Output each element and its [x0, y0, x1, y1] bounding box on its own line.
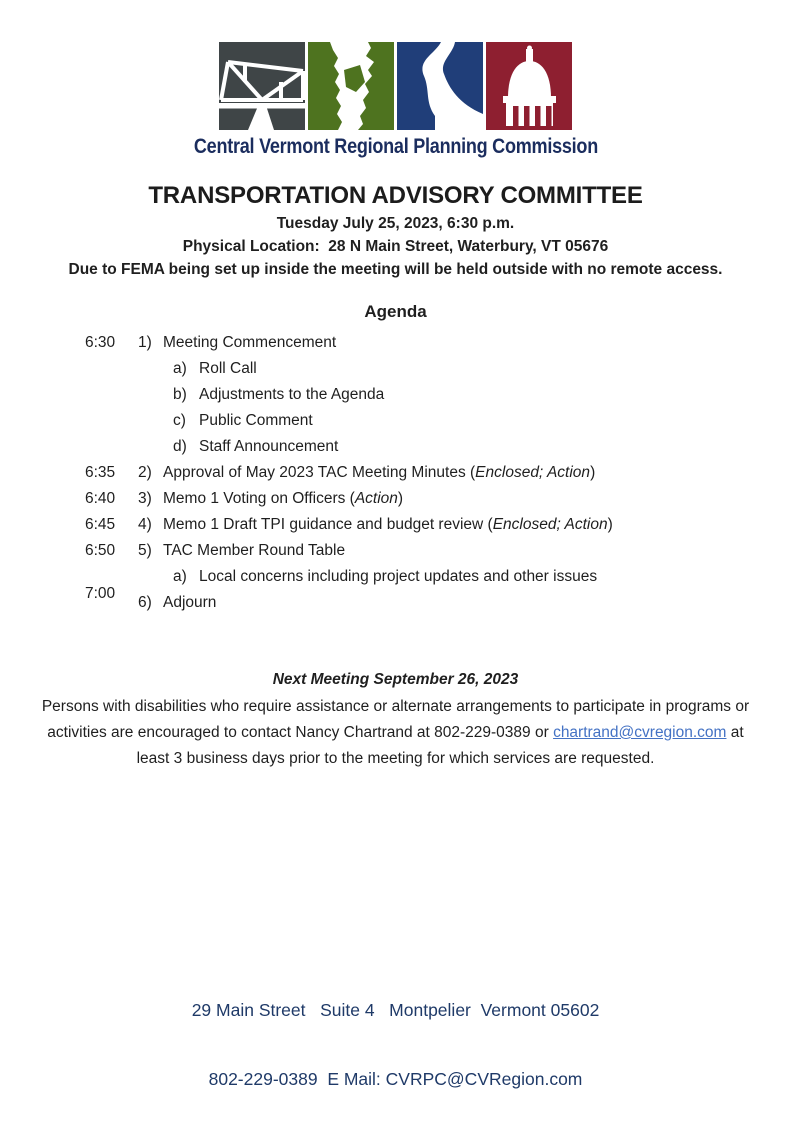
agenda-item	[85, 538, 791, 564]
agenda-item-time: 7:00	[85, 585, 116, 602]
agenda-item-time: 6:45	[85, 516, 116, 533]
agenda-subitem-text: Local concerns including project updates and other issues	[199, 568, 598, 585]
agenda-subitem-letter: d)	[173, 438, 187, 455]
agenda-item-text: TAC Member Round Table	[163, 542, 346, 559]
agenda-item-number: 1)	[138, 334, 152, 351]
accessibility-note: Persons with disabilities who require assistance or alternate arrangements to participate in programs or activities are encouraged to contact Nancy Chartrand at 802-229-0389 or chartrand@cvregion.com at least 3 business days prior to the meeting for which services are requested.	[41, 698, 750, 767]
agenda-item	[85, 330, 791, 356]
agenda-subitem	[173, 434, 791, 460]
email-link[interactable]: chartrand@cvregion.com	[553, 724, 727, 741]
agenda-list	[85, 330, 791, 616]
agenda-item-number: 2)	[138, 464, 152, 481]
agenda-item-text: Meeting Commencement	[163, 334, 337, 351]
agenda-item-number: 4)	[138, 516, 152, 533]
agenda-subitem-letter: a)	[173, 360, 187, 377]
agenda-item-time: 6:30	[85, 334, 116, 351]
agenda-item	[85, 460, 791, 486]
next-meeting-title: Next Meeting September 26, 2023	[272, 671, 519, 688]
agenda-item-text: Memo 1 Voting on Officers (Action)	[163, 490, 404, 507]
agenda-item	[85, 486, 791, 512]
logo-tagline: Central Vermont Regional Planning Commission	[193, 135, 598, 158]
truss-bridge-icon	[219, 42, 305, 130]
agenda-item-text: Approval of May 2023 TAC Meeting Minutes (Enclosed; Action)	[163, 464, 596, 481]
agenda-item-time: 6:35	[85, 464, 116, 481]
agenda-subitem-letter: c)	[173, 412, 186, 429]
winding-road-icon	[397, 42, 483, 130]
agenda-subitem	[173, 382, 791, 408]
agenda-subitem	[173, 408, 791, 434]
agenda-item-number: 3)	[138, 490, 152, 507]
footer-contact: 802-229-0389 E Mail: CVRPC@CVRegion.com	[208, 1069, 583, 1089]
agenda-item-time: 6:50	[85, 542, 116, 559]
agenda-subitem-text: Public Comment	[199, 412, 313, 429]
agenda-item-annotation: Enclosed; Action	[492, 516, 608, 533]
agenda-subitem-text: Roll Call	[199, 360, 257, 377]
cvrpc-logo	[0, 0, 791, 159]
agenda-subitem	[173, 564, 791, 590]
agenda-item-number: 5)	[138, 542, 152, 559]
agenda-item-annotation: Enclosed; Action	[475, 464, 591, 481]
capitol-dome-icon	[486, 42, 572, 130]
meeting-notice: Due to FEMA being set up inside the meeting will be held outside with no remote access.	[68, 261, 723, 278]
agenda-subitem-letter: a)	[173, 568, 187, 585]
meeting-datetime: Tuesday July 25, 2023, 6:30 p.m.	[276, 215, 515, 232]
logo-tiles	[0, 42, 791, 130]
meeting-location: Physical Location: 28 N Main Street, Waterbury, VT 05676	[182, 238, 609, 255]
page-footer	[0, 953, 791, 1137]
agenda-subitem-text: Adjustments to the Agenda	[199, 386, 385, 403]
agenda-heading: Agenda	[364, 302, 427, 321]
agenda-subitem-letter: b)	[173, 386, 187, 403]
agenda-item	[85, 512, 791, 538]
agenda-item	[85, 585, 791, 616]
agenda-item-text: Memo 1 Draft TPI guidance and budget review (Enclosed; Action)	[163, 516, 613, 533]
meeting-title: TRANSPORTATION ADVISORY COMMITTEE	[148, 182, 643, 209]
vermont-state-icon	[308, 42, 394, 130]
footer-address: 29 Main Street Suite 4 Montpelier Vermont 05602	[191, 1000, 600, 1020]
agenda-subitem	[173, 356, 791, 382]
agenda-item-text: Adjourn	[163, 594, 217, 611]
agenda-item-annotation: Action	[354, 490, 398, 507]
agenda-subitem-text: Staff Announcement	[199, 438, 339, 455]
agenda-item-number: 6)	[138, 594, 152, 611]
agenda-item-time: 6:40	[85, 490, 116, 507]
